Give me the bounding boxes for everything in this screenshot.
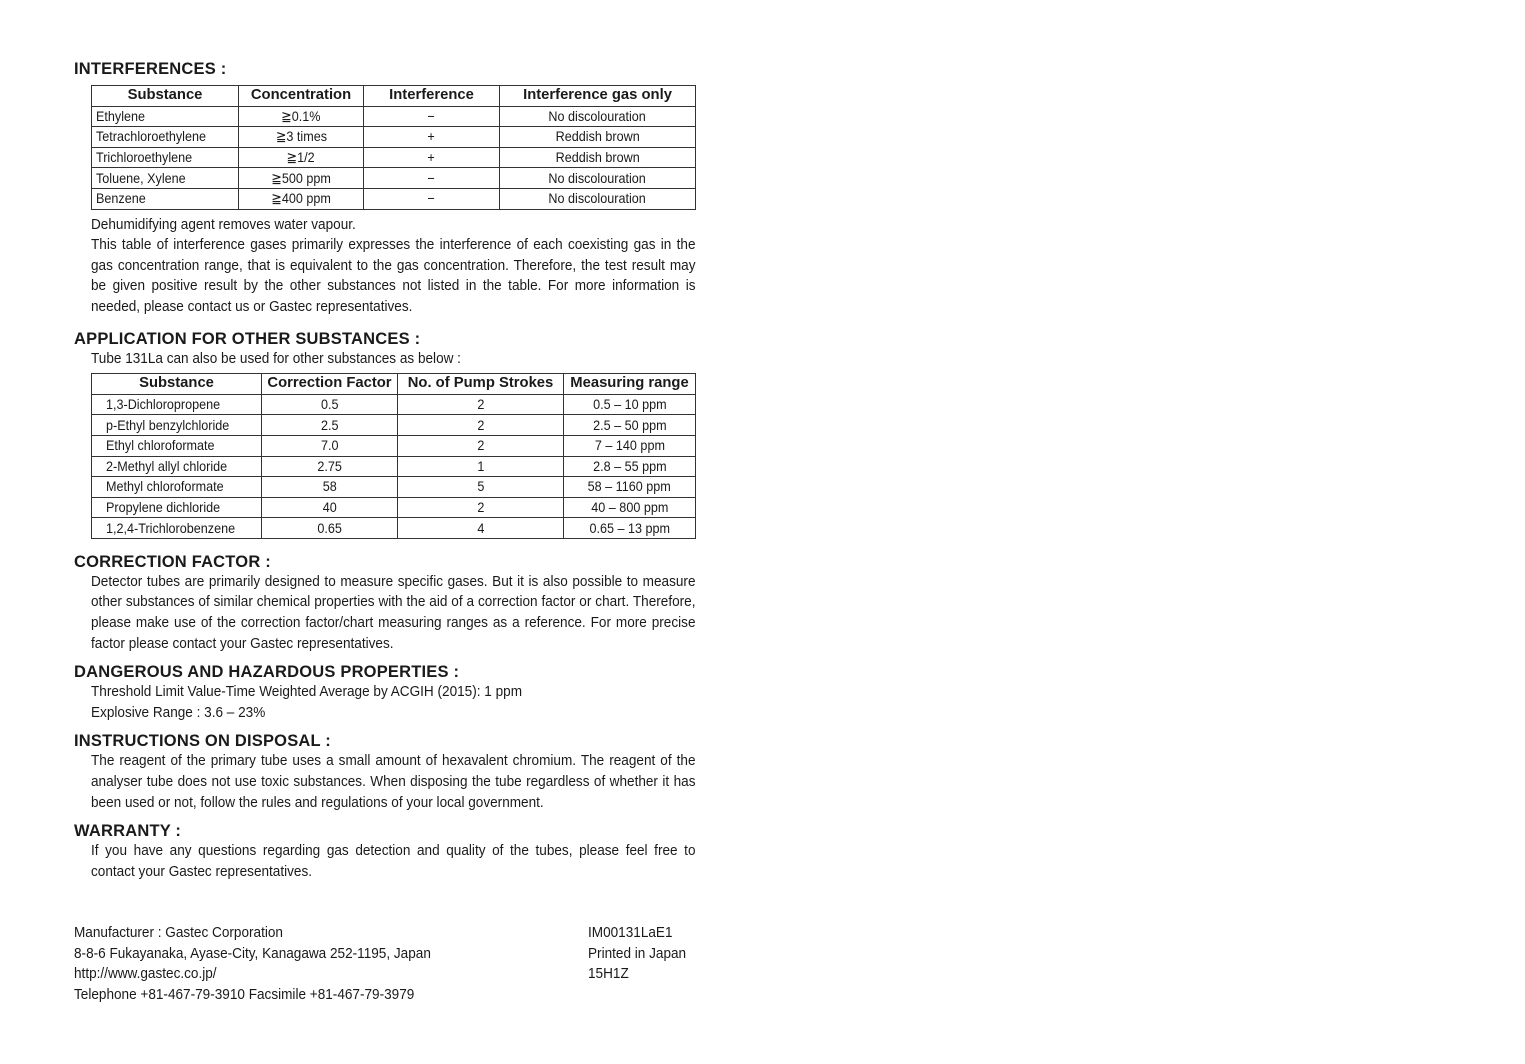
concentration-cell: [239, 127, 364, 148]
interference-gas-only-cell: [500, 168, 696, 189]
correction-text: Detector tubes are primarily designed to measure specific gases. But it is also possible to measure other substances of similar chemical properties with the aid of a correction factor or chart. Therefore, please make use of the correction factor/chart measuring ranges as a reference. For more precise factor please contact your Gastec representatives.: [91, 573, 696, 652]
correction-factor-cell-text: 58: [322, 478, 337, 495]
interference-sign-cell-text: −: [427, 169, 436, 186]
correction-factor-cell: [262, 435, 398, 456]
interference-sign-cell-text: +: [427, 128, 436, 145]
correction-heading: CORRECTION FACTOR :: [74, 552, 271, 571]
explosive-range-text: Explosive Range : 3.6 – 23%: [91, 704, 266, 721]
substance-cell: [92, 106, 239, 127]
measuring-range-cell-text: 2.5 – 50 ppm: [592, 416, 667, 433]
interference-sign-cell: [364, 106, 500, 127]
concentration-cell: [239, 147, 364, 168]
col-header-interference-gas-only: Interference gas only: [500, 86, 696, 107]
col-header-pump-strokes: No. of Pump Strokes: [398, 374, 564, 395]
application-row: [92, 415, 696, 436]
substance-cell: [92, 168, 239, 189]
pump-strokes-cell-text: 2: [476, 437, 485, 454]
measuring-range-cell: [564, 435, 696, 456]
interference-row: [92, 106, 696, 127]
application-row: [92, 435, 696, 456]
concentration-cell: [239, 168, 364, 189]
concentration-cell-text: ≧500 ppm: [271, 169, 331, 186]
correction-factor-cell-text: 7.0: [320, 437, 339, 454]
measuring-range-cell-text: 58 – 1160 ppm: [587, 478, 672, 495]
warranty-text: If you have any questions regarding gas detection and quality of the tubes, please feel free to contact your Gastec representatives.: [91, 843, 696, 880]
interference-sign-cell-text: −: [427, 190, 436, 207]
concentration-cell-text: ≧3 times: [275, 128, 327, 145]
print-info-block: [588, 923, 693, 985]
pump-strokes-cell: [398, 497, 564, 518]
interferences-note-explanation: This table of interference gases primarily expresses the interference of each coexisting gas in the gas concentration range, that is equivalent to the gas concentration. Therefore, the test result may be given positive result by the other substances not listed in the table. For more information is needed, please contact us or Gastec representatives.: [91, 237, 696, 315]
pump-strokes-cell: [398, 518, 564, 539]
application-row: [92, 456, 696, 477]
substance-cell: [92, 147, 239, 168]
substance-cell: [92, 456, 262, 477]
interference-gas-only-cell-text: Reddish brown: [555, 149, 640, 166]
pump-strokes-cell: [398, 477, 564, 498]
substance-cell: [92, 188, 239, 209]
concentration-cell: [239, 106, 364, 127]
measuring-range-cell: [564, 497, 696, 518]
concentration-cell-text: ≧0.1%: [281, 107, 321, 124]
concentration-cell-text: ≧400 ppm: [271, 190, 331, 207]
interferences-heading: INTERFERENCES :: [74, 60, 227, 78]
measuring-range-cell: [564, 456, 696, 477]
correction-factor-cell: [262, 394, 398, 415]
col-header-measuring-range: Measuring range: [564, 374, 696, 395]
substance-cell-text: Methyl chloroformate: [106, 478, 224, 495]
interference-gas-only-cell: [500, 127, 696, 148]
application-row: [92, 477, 696, 498]
interference-sign-cell: [364, 127, 500, 148]
interferences-table: [91, 85, 696, 210]
document-code: IM00131LaE1: [588, 925, 673, 941]
application-row: [92, 394, 696, 415]
application-row: [92, 497, 696, 518]
substance-cell-text: p-Ethyl benzylchloride: [106, 416, 230, 433]
dangerous-heading: DANGEROUS AND HAZARDOUS PROPERTIES :: [74, 663, 460, 682]
pump-strokes-cell-text: 2: [476, 396, 485, 413]
substance-cell: [92, 518, 262, 539]
substance-cell: [92, 415, 262, 436]
pump-strokes-cell-text: 2: [476, 498, 485, 515]
interference-row: [92, 147, 696, 168]
interferences-header-row: [92, 86, 696, 107]
measuring-range-cell-text: 0.5 – 10 ppm: [592, 396, 667, 413]
tlv-text: Threshold Limit Value-Time Weighted Average by ACGIH (2015): 1 ppm: [91, 684, 522, 701]
measuring-range-cell: [564, 477, 696, 498]
correction-factor-cell-text: 40: [322, 498, 337, 515]
application-row: [92, 518, 696, 539]
correction-factor-cell: [262, 497, 398, 518]
col-header-concentration: Concentration: [239, 86, 364, 107]
application-intro: Tube 131La can also be used for other substances as below :: [91, 350, 461, 367]
interference-row: [92, 127, 696, 148]
correction-factor-cell-text: 2.75: [317, 457, 342, 474]
interferences-note-dehumidify: Dehumidifying agent removes water vapour.: [91, 216, 356, 233]
manufacturer-url: http://www.gastec.co.jp/: [74, 966, 217, 982]
substance-cell-text: Propylene dichloride: [106, 498, 221, 515]
col-header-interference: Interference: [364, 86, 500, 107]
application-table: [91, 373, 696, 539]
correction-factor-cell: [262, 456, 398, 477]
interference-sign-cell: [364, 168, 500, 189]
substance-cell: [92, 497, 262, 518]
substance-cell-text: Ethylene: [96, 107, 146, 124]
manufacturer-address: 8-8-6 Fukayanaka, Ayase-City, Kanagawa 252-1195, Japan: [74, 945, 431, 962]
interference-gas-only-cell-text: No discolouration: [548, 190, 647, 207]
measuring-range-cell-text: 40 – 800 ppm: [590, 498, 669, 515]
interference-gas-only-cell-text: Reddish brown: [555, 128, 640, 145]
substance-cell-text: 1,2,4-Trichlorobenzene: [106, 519, 236, 536]
measuring-range-cell: [564, 394, 696, 415]
correction-factor-cell: [262, 415, 398, 436]
content-column: [74, 56, 696, 882]
pump-strokes-cell-text: 1: [476, 457, 485, 474]
correction-factor-cell: [262, 518, 398, 539]
pump-strokes-cell: [398, 415, 564, 436]
measuring-range-cell: [564, 415, 696, 436]
application-header-row: [92, 374, 696, 395]
interference-gas-only-cell: [500, 188, 696, 209]
interference-gas-only-cell: [500, 147, 696, 168]
interference-row: [92, 168, 696, 189]
substance-cell-text: Benzene: [96, 190, 146, 207]
substance-cell-text: Tetrachloroethylene: [96, 128, 206, 145]
substance-cell-text: 1,3-Dichloropropene: [106, 396, 221, 413]
pump-strokes-cell: [398, 456, 564, 477]
measuring-range-cell-text: 2.8 – 55 ppm: [592, 457, 667, 474]
substance-cell-text: Trichloroethylene: [96, 149, 193, 166]
pump-strokes-cell-text: 2: [476, 416, 485, 433]
pump-strokes-cell-text: 4: [476, 519, 485, 536]
lot-code: 15H1Z: [588, 966, 629, 982]
col-header-correction-factor: Correction Factor: [262, 374, 398, 395]
substance-cell: [92, 435, 262, 456]
pump-strokes-cell-text: 5: [476, 478, 485, 495]
interference-gas-only-cell: [500, 106, 696, 127]
measuring-range-cell-text: 0.65 – 13 ppm: [589, 519, 670, 536]
pump-strokes-cell: [398, 394, 564, 415]
substance-cell-text: Ethyl chloroformate: [106, 437, 215, 454]
interference-sign-cell-text: +: [427, 149, 436, 166]
disposal-text: The reagent of the primary tube uses a small amount of hexavalent chromium. The reagent of the analyser tube does not use toxic substances. When disposing the tube regardless of whether it has been used or not, follow the rules and regulations of your local government.: [91, 753, 696, 811]
substance-cell-text: Toluene, Xylene: [96, 169, 186, 186]
measuring-range-cell: [564, 518, 696, 539]
substance-cell-text: 2-Methyl allyl chloride: [106, 457, 228, 474]
concentration-cell-text: ≧1/2: [286, 149, 316, 166]
interference-row: [92, 188, 696, 209]
manufacturer-phone: Telephone +81-467-79-3910 Facsimile +81-467-79-3979: [74, 986, 415, 1003]
correction-factor-cell-text: 0.65: [317, 519, 342, 536]
interference-sign-cell: [364, 188, 500, 209]
manufacturer-name: Manufacturer : Gastec Corporation: [74, 925, 283, 941]
printed-in: Printed in Japan: [588, 945, 687, 962]
substance-cell: [92, 127, 239, 148]
concentration-cell: [239, 188, 364, 209]
disposal-heading: INSTRUCTIONS ON DISPOSAL :: [74, 732, 331, 751]
warranty-heading: WARRANTY :: [74, 822, 182, 841]
col-header-substance: Substance: [92, 374, 262, 395]
pump-strokes-cell: [398, 435, 564, 456]
correction-factor-cell: [262, 477, 398, 498]
interference-sign-cell-text: −: [427, 107, 436, 124]
manufacturer-block: [74, 923, 458, 1005]
col-header-substance: Substance: [92, 86, 239, 107]
substance-cell: [92, 477, 262, 498]
application-heading: APPLICATION FOR OTHER SUBSTANCES :: [74, 329, 421, 348]
correction-factor-cell-text: 0.5: [320, 396, 339, 413]
correction-factor-cell-text: 2.5: [320, 416, 339, 433]
interference-gas-only-cell-text: No discolouration: [548, 107, 647, 124]
interference-gas-only-cell-text: No discolouration: [548, 169, 647, 186]
interference-sign-cell: [364, 147, 500, 168]
substance-cell: [92, 394, 262, 415]
measuring-range-cell-text: 7 – 140 ppm: [594, 437, 665, 454]
